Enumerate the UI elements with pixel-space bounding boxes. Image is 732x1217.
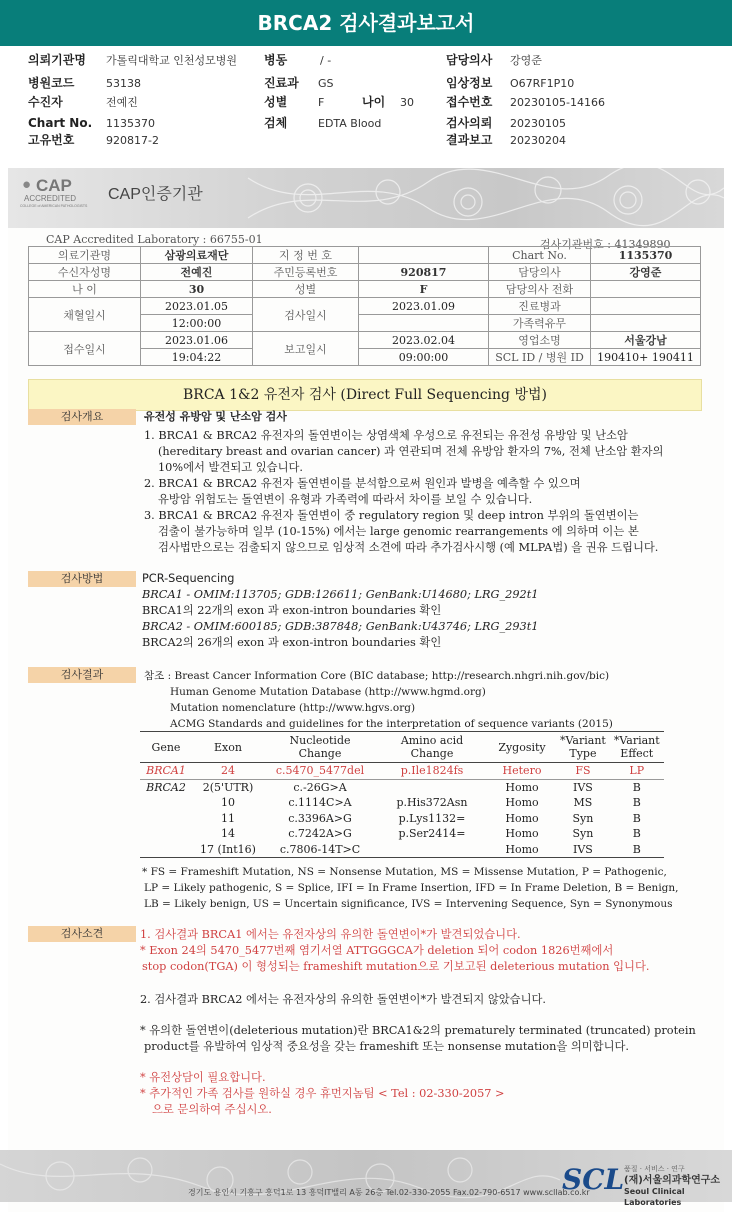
- info-label: 수신자성명: [29, 264, 141, 281]
- column-header: *Variant Type: [556, 732, 610, 763]
- table-cell: Homo: [505, 796, 539, 810]
- overview-title: 유전성 유방암 및 난소암 검사: [144, 410, 287, 423]
- header-value: 전예진: [106, 96, 138, 109]
- column-header: Gene: [140, 732, 192, 763]
- header-label: 성별: [264, 95, 288, 109]
- opinion-line: * 유전상담이 필요합니다.: [140, 1071, 266, 1084]
- table-cell: p.His372Asn: [396, 796, 468, 810]
- info-label: 담당의사 전화: [489, 281, 591, 298]
- info-value: 19:04:22: [141, 349, 253, 366]
- header-label: 진료과: [264, 76, 299, 90]
- info-value: [359, 247, 489, 264]
- overview-line: 검출이 불가능하며 일부 (10-15%) 에서는 large genomic rearrangements 에 의하며 이는 본: [158, 525, 639, 538]
- scl-name-ko: (재)서울의과학연구소: [624, 1175, 721, 1186]
- overview-line: (hereditary breast and ovarian cancer) 과 연관되며 전체 유방암 환자의 7%, 전체 난소암 환자의: [158, 445, 664, 458]
- header-value: 53138: [106, 77, 141, 90]
- table-row: [140, 842, 664, 858]
- info-label: 접수일시: [29, 332, 141, 366]
- header-label: 나이: [362, 95, 386, 109]
- variant-table: [140, 731, 664, 858]
- table-cell: c.7242A>G: [288, 827, 352, 841]
- page-title: BRCA2 검사결과보고서: [0, 0, 732, 46]
- header-label: 임상정보: [446, 76, 493, 90]
- info-label: 주민등록번호: [253, 264, 359, 281]
- table-cell: 10: [221, 796, 235, 810]
- legend-line: LP = Likely pathogenic, S = Splice, IFI = In Frame Insertion, IFD = In Frame Deletion, B = Benign,: [144, 882, 679, 894]
- table-cell: 24: [192, 763, 264, 780]
- info-label: 영업소명: [489, 332, 591, 349]
- table-cell: MS: [573, 796, 593, 810]
- info-label: 성별: [253, 281, 359, 298]
- header-value: GS: [318, 77, 334, 90]
- table-cell: c.7806-14T>C: [264, 842, 376, 858]
- header-value: 20230105: [510, 117, 566, 130]
- header-label: 접수번호: [446, 95, 493, 109]
- table-cell: 11: [221, 811, 235, 825]
- info-value: 2023.02.04: [359, 332, 489, 349]
- info-value: [591, 315, 701, 332]
- header-label: Chart No.: [28, 116, 93, 130]
- info-label: 가족력유무: [489, 315, 591, 332]
- footer-address: 경기도 용인시 기흥구 흥덕1로 13 흥덕IT밸리 A동 26층 Tel.02-330-2055 Fax.02-790-6517 www.scllab.co.kr: [188, 1188, 590, 1197]
- section-label-opinion: 검사소견: [28, 926, 136, 942]
- info-value: [591, 281, 701, 298]
- info-value: 서울강남: [591, 332, 701, 349]
- section-label-overview: 검사개요: [28, 409, 136, 425]
- info-label: 진료병과: [489, 298, 591, 315]
- table-cell: [376, 842, 488, 858]
- method-line: BRCA2의 26개의 exon 과 exon-intron boundaries 확인: [142, 636, 442, 649]
- table-cell: [140, 842, 192, 858]
- info-value: 2023.01.06: [141, 332, 253, 349]
- table-cell: c.-26G>A: [293, 780, 347, 794]
- table-cell: 2(5'UTR): [202, 780, 254, 794]
- info-value: [591, 298, 701, 315]
- header-label: 고유번호: [28, 133, 75, 147]
- header-value: F: [318, 96, 325, 109]
- table-cell: [140, 795, 192, 811]
- header-label: 의뢰기관명: [28, 53, 86, 67]
- info-value: 강영준: [591, 264, 701, 281]
- info-value: 920817: [359, 264, 489, 281]
- header-label: 검사의뢰: [446, 116, 493, 130]
- cap-label: CAP인증기관: [108, 186, 203, 203]
- opinion-note: * 유의한 돌연변이(deleterious mutation)란 BRCA1&2의 prematurely terminated (truncated) protein: [140, 1024, 696, 1037]
- header-value: EDTA Blood: [318, 117, 382, 130]
- table-cell: p.Lys1132=: [398, 811, 466, 825]
- cap-logo: [20, 176, 100, 210]
- scl-motto: 품질 · 서비스 · 연구: [624, 1165, 685, 1173]
- info-value: 190410+ 190411: [591, 349, 701, 366]
- info-label: 의료기관명: [29, 247, 141, 264]
- overview-line: 유방암 위험도는 돌연변이 유형과 가족력에 따라서 차이를 보일 수 있습니다.: [158, 493, 533, 506]
- cap-logo-sub2: COLLEGE of AMERICAN PATHOLOGISTS: [20, 204, 88, 208]
- table-row: [140, 811, 664, 827]
- opinion-line: 으로 문의하여 주십시오.: [152, 1103, 272, 1116]
- opinion-line: stop codon(TGA) 이 형성되는 frameshift mutation으로 기보고된 deleterious mutation 입니다.: [142, 960, 650, 973]
- overview-line: 검사법만으로는 검출되지 않으므로 임상적 소견에 따라 추가검사시행 (예 MLPA법) 을 권유 드립니다.: [158, 541, 659, 554]
- overview-line: 1. BRCA1 & BRCA2 유전자의 돌연변이는 상염색체 우성으로 유전되는 유전성 유방암 및 난소암: [144, 429, 628, 442]
- table-cell: Homo: [505, 811, 539, 825]
- overview-line: 3. BRCA1 & BRCA2 유전자 돌연변이 중 regulatory region 및 deep intron 부위의 돌연변이는: [144, 509, 639, 522]
- table-row: [140, 763, 664, 780]
- info-value: F: [359, 281, 489, 298]
- cap-logo-circles-icon: ●: [22, 176, 32, 193]
- legend-line: LB = Likely benign, US = Uncertain significance, IVS = Intervening Sequence, Syn = Synonymous: [144, 898, 673, 910]
- column-header: Nucleotide Change: [264, 732, 376, 763]
- reference-line: Human Genome Mutation Database (http://www.hgmd.org): [170, 686, 486, 698]
- reference-line: ACMG Standards and guidelines for the interpretation of sequence variants (2015): [170, 718, 613, 730]
- info-value: 2023.01.05: [141, 298, 253, 315]
- table-cell: p.Ile1824fs: [376, 763, 488, 780]
- table-cell: FS: [556, 763, 610, 780]
- scl-logo: SCL: [562, 1163, 625, 1196]
- method-line: BRCA1의 22개의 exon 과 exon-intron boundaries 확인: [142, 604, 442, 617]
- scl-name-en: Seoul Clinical Laboratories: [624, 1187, 685, 1207]
- header-value: O67RF1P10: [510, 77, 575, 90]
- header-value: 강영준: [510, 54, 542, 67]
- cap-lab-number: CAP Accredited Laboratory : 66755-01: [46, 233, 263, 246]
- table-cell: B: [632, 811, 641, 825]
- patient-info-table: [28, 246, 701, 366]
- opinion-note: product를 유발하여 임상적 중요성을 갖는 frameshift 또는 nonsense mutation을 의미합니다.: [144, 1040, 630, 1053]
- opinion-line: * 추가적인 가족 검사를 원하실 경우 휴먼지놈팀 < Tel : 02-330-2057 >: [140, 1087, 505, 1100]
- overview-line: 10%에서 발견되고 있습니다.: [158, 461, 304, 474]
- scl-name: [624, 1164, 732, 1208]
- table-cell: LP: [610, 763, 664, 780]
- info-value: 1135370: [591, 247, 701, 264]
- method-line: PCR-Sequencing: [142, 572, 235, 585]
- info-label: Chart No.: [489, 247, 591, 264]
- reference-line: Mutation nomenclature (http://www.hgvs.org): [170, 702, 416, 714]
- section-label-method: 검사방법: [28, 571, 136, 587]
- info-value: 삼광의료재단: [141, 247, 253, 264]
- table-cell: p.Ser2414=: [398, 827, 466, 841]
- table-cell: 14: [221, 827, 235, 841]
- table-cell: Homo: [505, 827, 539, 841]
- header-label: 수진자: [28, 95, 63, 109]
- table-cell: Syn: [572, 811, 594, 825]
- table-cell: IVS: [573, 780, 593, 794]
- header-label: 검체: [264, 116, 288, 130]
- header-label: 결과보고: [446, 133, 493, 147]
- header-value: 가톨릭대학교 인천성모병원: [106, 54, 238, 67]
- header-label: 병동: [264, 53, 288, 67]
- table-row: [140, 795, 664, 811]
- table-row: [140, 779, 664, 795]
- header-value: 20230105-14166: [510, 96, 605, 109]
- table-cell: c.3396A>G: [288, 811, 352, 825]
- table-cell: B: [632, 827, 641, 841]
- info-label: 채혈일시: [29, 298, 141, 332]
- table-cell: Homo: [488, 842, 556, 858]
- column-header: Zygosity: [488, 732, 556, 763]
- table-cell: c.5470_5477del: [264, 763, 376, 780]
- info-label: SCL ID / 병원 ID: [489, 349, 591, 366]
- method-line: BRCA1 - OMIM:113705; GDB:126611; GenBank:U14680; LRG_292t1: [142, 588, 539, 601]
- column-header: *Variant Effect: [610, 732, 664, 763]
- info-label: 담당의사: [489, 264, 591, 281]
- header-value: / -: [320, 54, 332, 67]
- table-cell: B: [632, 796, 641, 810]
- info-value: 12:00:00: [141, 315, 253, 332]
- table-cell: [140, 811, 192, 827]
- info-value: 전예진: [141, 264, 253, 281]
- table-cell: Homo: [505, 780, 539, 794]
- cap-logo-sub: ACCREDITED: [24, 194, 77, 203]
- table-cell: [376, 779, 488, 795]
- legend-line: * FS = Frameshift Mutation, NS = Nonsense Mutation, MS = Missense Mutation, P = Pathogenic,: [142, 866, 667, 878]
- header-value: 920817-2: [106, 134, 159, 147]
- info-label: 검사일시: [253, 298, 359, 332]
- table-cell: IVS: [556, 842, 610, 858]
- table-cell: [140, 826, 192, 842]
- table-cell: B: [610, 842, 664, 858]
- header-value: 20230204: [510, 134, 566, 147]
- opinion-line: 2. 검사결과 BRCA2 에서는 유전자상의 유의한 돌연변이*가 발견되지 않았습니다.: [140, 993, 547, 1006]
- reference-line: 참조 : Breast Cancer Information Core (BIC database; http://research.nhgri.nih.gov/bic): [144, 670, 610, 682]
- table-row: [140, 826, 664, 842]
- table-cell: BRCA1: [140, 763, 192, 780]
- header-label: 담당의사: [446, 53, 493, 67]
- info-value: [359, 315, 489, 332]
- table-cell: B: [632, 780, 641, 794]
- table-cell: Hetero: [488, 763, 556, 780]
- table-cell: BRCA2: [146, 780, 186, 794]
- table-cell: Syn: [572, 827, 594, 841]
- info-value: 30: [141, 281, 253, 298]
- info-label: 지 정 번 호: [253, 247, 359, 264]
- method-line: BRCA2 - OMIM:600185; GDB:387848; GenBank:U43746; LRG_293t1: [142, 620, 539, 633]
- info-value: 2023.01.09: [359, 298, 489, 315]
- table-cell: c.1114C>A: [288, 796, 352, 810]
- opinion-line: * Exon 24의 5470_5477번째 염기서열 ATTGGGCA가 deletion 되어 codon 1826번째에서: [140, 944, 614, 957]
- header-label: 병원코드: [28, 76, 75, 90]
- column-header: Exon: [192, 732, 264, 763]
- test-banner: BRCA 1&2 유전자 검사 (Direct Full Sequencing 방법): [28, 379, 702, 411]
- cap-logo-text: CAP: [36, 176, 72, 195]
- info-label: 보고일시: [253, 332, 359, 366]
- info-value: 09:00:00: [359, 349, 489, 366]
- table-cell: 17 (Int16): [192, 842, 264, 858]
- column-header: Amino acid Change: [376, 732, 488, 763]
- overview-line: 2. BRCA1 & BRCA2 유전자 돌연변이를 분석함으로써 원인과 발병을 예측할 수 있으며: [144, 477, 581, 490]
- institution-number: 검사기관번호 : 41349890: [540, 238, 671, 251]
- section-label-result: 검사결과: [28, 667, 136, 683]
- header-value: 30: [400, 96, 414, 109]
- opinion-line: 1. 검사결과 BRCA1 에서는 유전자상의 유의한 돌연변이*가 발견되었습니다.: [140, 928, 521, 941]
- info-label: 나 이: [29, 281, 141, 298]
- header-value: 1135370: [106, 117, 155, 130]
